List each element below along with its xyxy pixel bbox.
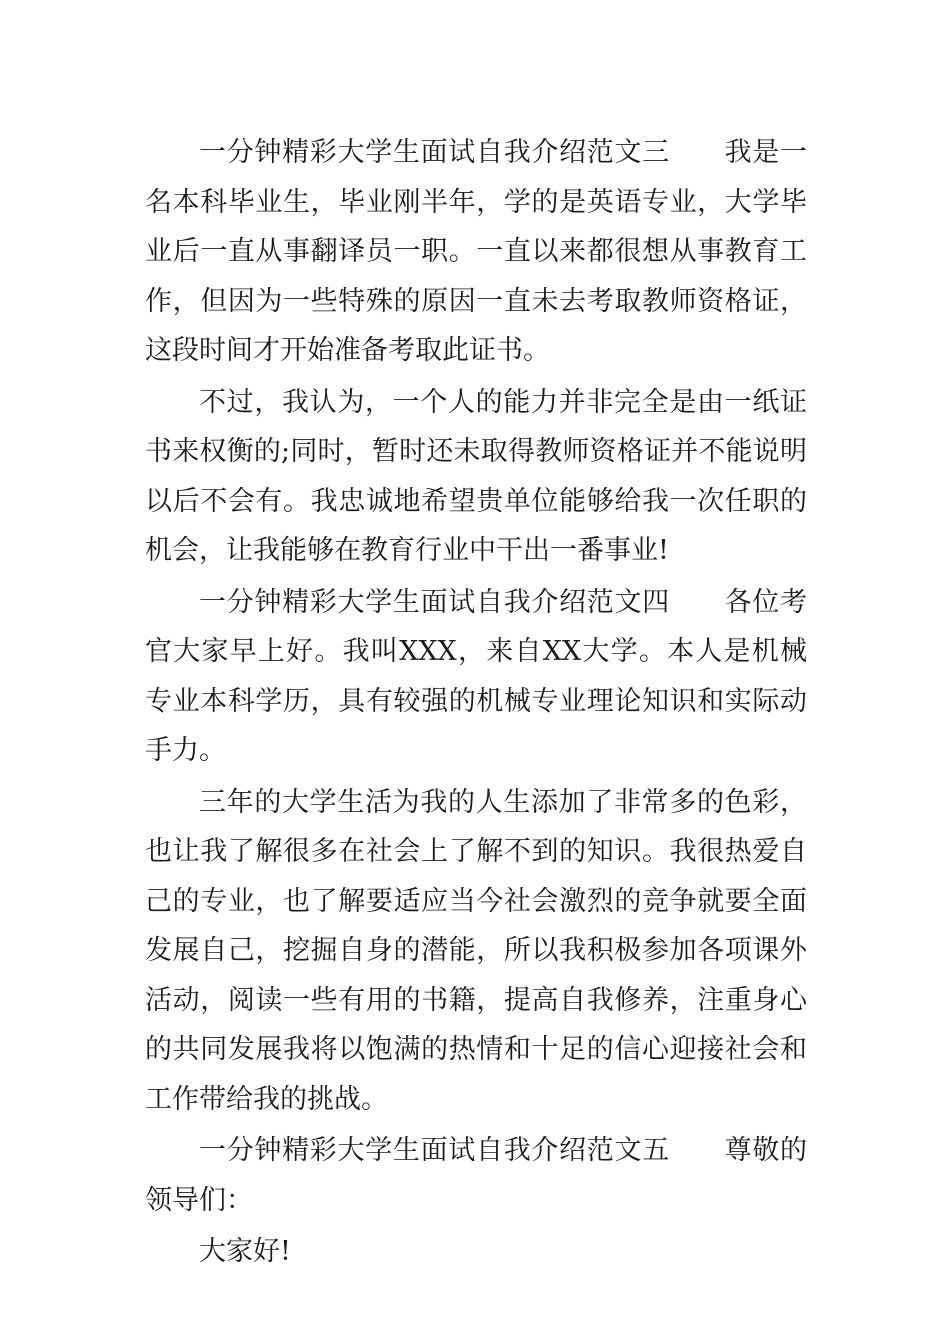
document-body — [145, 128, 807, 1279]
paragraph-section-4 — [145, 578, 807, 776]
section-heading-4: 一分钟精彩大学生面试自我介绍范文四 — [199, 586, 670, 618]
section-heading-3: 一分钟精彩大学生面试自我介绍范文三 — [199, 137, 670, 168]
paragraph-section-5 — [145, 1126, 807, 1225]
paragraph-text: 三年的大学生活为我的人生添加了非常多的色彩，也让我了解很多在社会上了解不到的知识。我很热爱自己的专业，也了解要适应当今社会激烈的竞争就要全面发展自己，挖掘自身的潜能，所以我积极参加各项课外活动，阅读一些有用的书籍，提高自我修养，注重身心的共同发展我将以饱满的热情和十足的信心迎接社会和工作带给我的挑战。 — [145, 786, 807, 1115]
paragraph-greeting — [145, 1227, 807, 1277]
paragraph-text: 尊敬的领导们： — [145, 1135, 808, 1216]
paragraph-text: 各位考官大家早上好。我叫XXX，来自XX大学。本人是机械专业本科学历，具有较强的机械专业理论知识和实际动手力。 — [145, 586, 808, 766]
paragraph-certificate — [145, 378, 807, 576]
paragraph-text: 大家好! — [199, 1236, 291, 1267]
paragraph-text: 不过，我认为，一个人的能力并非完全是由一纸证书来权衡的;同时，暂时还未取得教师资格证并不能说明以后不会有。我忠诚地希望贵单位能够给我一次任职的机会，让我能够在教育行业中干出一番事业! — [145, 386, 807, 566]
paragraph-section-3 — [145, 128, 807, 376]
paragraph-text: 我是一名本科毕业生，毕业刚半年，学的是英语专业，大学毕业后一直从事翻译员一职。一直以来都很想从事教育工作，但因为一些特殊的原因一直未去考取教师资格证，这段时间才开始准备考取此证书。 — [145, 137, 808, 366]
paragraph-college-life — [145, 778, 807, 1125]
section-heading-5: 一分钟精彩大学生面试自我介绍范文五 — [199, 1135, 670, 1166]
